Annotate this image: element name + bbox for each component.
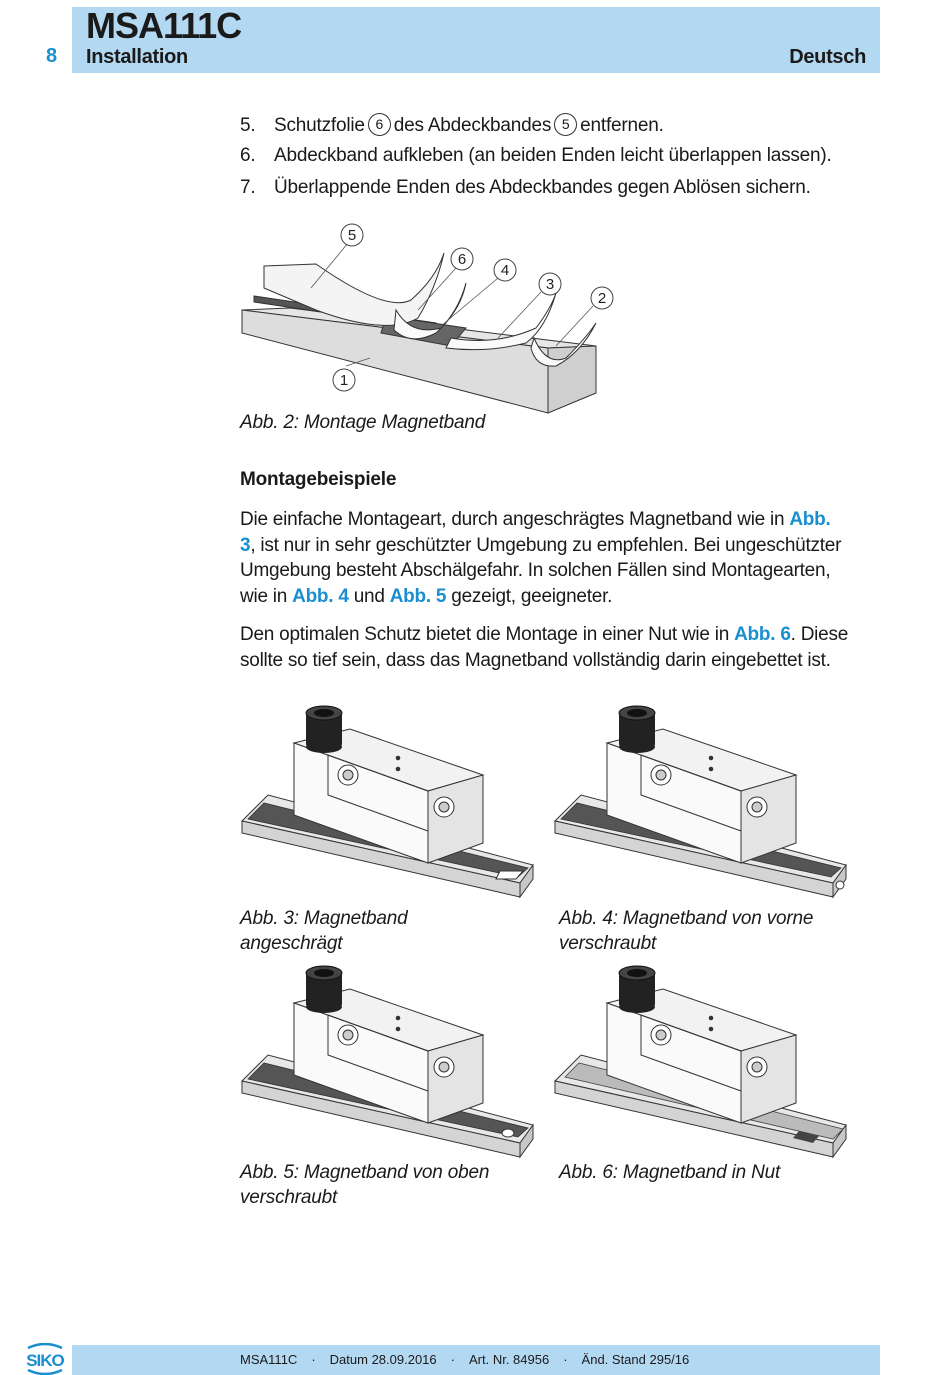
siko-logo (22, 1343, 68, 1375)
footer-date: Datum 28.09.2016 (329, 1352, 437, 1367)
page-number: 8 (46, 45, 58, 67)
step-text: entfernen. (580, 115, 664, 136)
link-abb-6[interactable]: Abb. 6 (734, 624, 791, 645)
figure-caption: Abb. 3: Magnetband angeschrägt (240, 908, 408, 954)
step-5 (240, 113, 664, 137)
svg-text:SIKO: SIKO (26, 1351, 64, 1370)
figure-abb-5 (238, 963, 538, 1163)
screw-icon (836, 881, 844, 889)
callout-2: 2 (597, 290, 607, 307)
paragraph-optimal-protection (240, 622, 848, 673)
section-title: Installation (86, 46, 188, 68)
step-number: 7. (240, 177, 256, 198)
screw-icon (502, 1129, 514, 1137)
connector-icon (306, 966, 342, 1013)
figure-abb-6 (551, 963, 851, 1163)
text: . Diese (790, 624, 849, 645)
text: sollte so tief sein, dass das Magnetband vollständig darin eingebettet ist. (240, 649, 831, 671)
figure-magnetic-tape-mounting (236, 218, 616, 418)
separator: · (563, 1352, 568, 1367)
figure-caption: Abb. 4: Magnetband von vorne verschraubt (559, 908, 814, 954)
step-text: Überlappende Enden des Abdeckbandes gegen Ablösen sichern. (274, 177, 811, 198)
callout-3: 3 (545, 276, 555, 293)
text: , ist nur in sehr geschützter Umgebung zu empfehlen. Bei ungeschützter (250, 534, 842, 556)
text: Umgebung besteht Abschälgefahr. In solchen Fällen sind Montagearten, (240, 560, 831, 581)
separator: · (311, 1352, 316, 1367)
connector-icon (619, 706, 655, 753)
callout-4: 4 (500, 262, 510, 279)
step-text: Schutzfolie (274, 115, 365, 136)
callout-1: 1 (339, 372, 349, 389)
footer-article: Art. Nr. 84956 (468, 1352, 550, 1367)
text: wie in (240, 585, 293, 607)
language-label: Deutsch (789, 46, 866, 68)
step-6 (240, 145, 832, 167)
step-text: des Abdeckbandes (393, 115, 552, 136)
page-header (72, 7, 880, 73)
step-number: 6. (240, 145, 256, 166)
link-abb-4[interactable]: Abb. 4 (292, 585, 349, 607)
footer-revision: Änd. Stand 295/16 (581, 1352, 690, 1367)
link-abb-3-num[interactable]: 3 (240, 534, 251, 556)
link-abb-3[interactable]: Abb. (789, 509, 831, 530)
separator: · (450, 1352, 455, 1367)
callout-5: 5 (347, 227, 357, 244)
figure-caption: Abb. 6: Magnetband in Nut (559, 1162, 781, 1183)
connector-icon (306, 706, 342, 753)
section-heading: Montagebeispiele (240, 469, 397, 490)
text: gezeigt, geeigneter. (446, 585, 613, 607)
text: Die einfache Montageart, durch angeschrägtes Magnetband wie in (240, 509, 790, 530)
connector-icon (619, 966, 655, 1013)
step-text: Abdeckband aufkleben (an beiden Enden leicht überlappen lassen). (274, 145, 832, 166)
callout-6: 6 (457, 251, 467, 268)
step-number: 5. (240, 115, 256, 136)
paragraph-mounting-types (240, 507, 841, 609)
figure-caption: Abb. 5: Magnetband von oben verschraubt (240, 1162, 490, 1208)
text: und (348, 585, 390, 607)
callout-ref: 5 (554, 113, 577, 136)
page-footer (72, 1345, 880, 1375)
footer-product: MSA111C (240, 1352, 298, 1367)
link-abb-5[interactable]: Abb. 5 (389, 585, 447, 607)
product-title: MSA111C (86, 5, 242, 46)
callout-ref: 6 (368, 113, 391, 136)
figure-abb-3 (238, 703, 538, 903)
text: Den optimalen Schutz bietet die Montage in einer Nut wie in (240, 624, 735, 645)
step-7 (240, 177, 811, 199)
figure-abb-4 (551, 703, 851, 903)
figure-caption: Abb. 2: Montage Magnetband (240, 412, 486, 433)
